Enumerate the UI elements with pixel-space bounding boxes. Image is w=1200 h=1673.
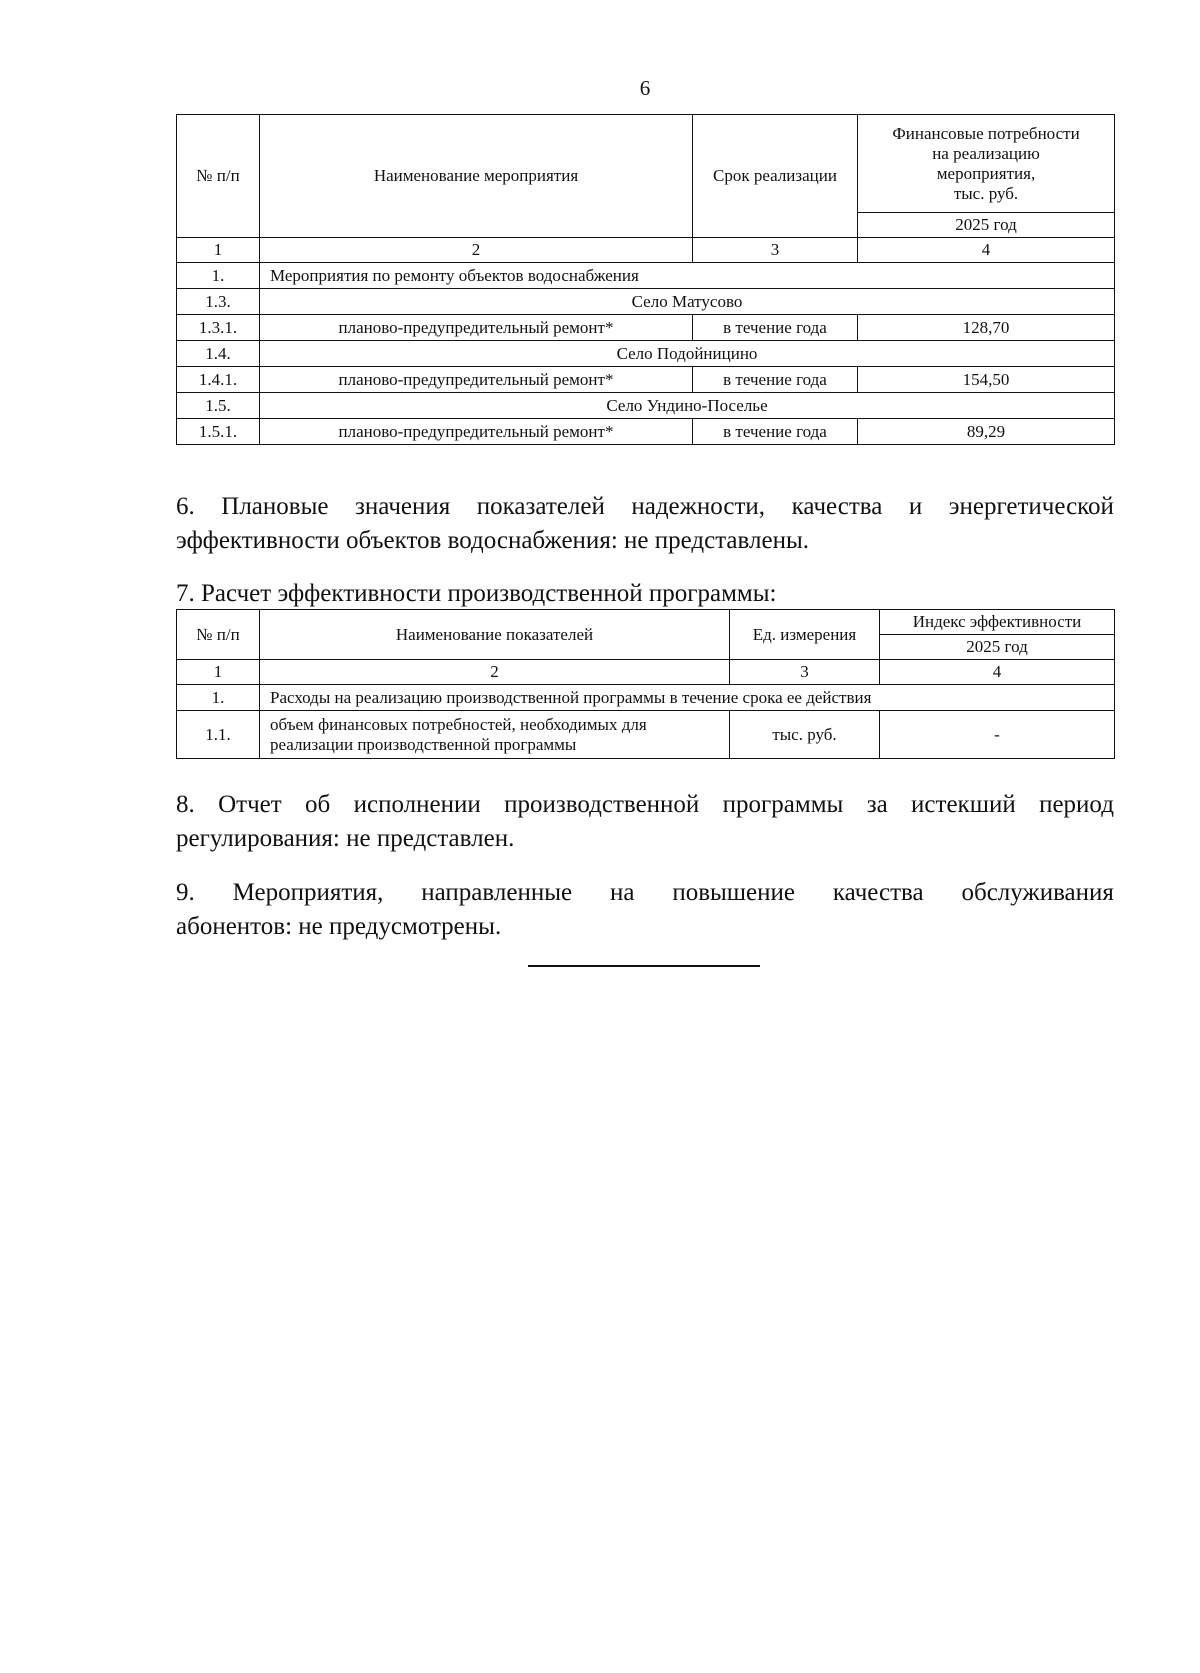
page-number: 6 xyxy=(639,76,651,100)
header-finance xyxy=(858,115,1115,213)
word: производственной xyxy=(504,791,700,818)
table-row xyxy=(177,289,1115,315)
paragraph-6 xyxy=(176,490,1114,558)
table1-header-row xyxy=(177,115,1115,213)
table-row xyxy=(177,685,1115,711)
village-title: Село Подойницино xyxy=(260,341,1115,367)
row-name: планово-предупредительный ремонт* xyxy=(260,315,693,341)
word: 9. xyxy=(176,879,195,906)
word: 8. xyxy=(176,791,195,818)
table1-index-row xyxy=(177,238,1115,263)
word: об xyxy=(305,791,331,818)
paragraph-6-line-2: эффективности объектов водоснабжения: не представлены. xyxy=(176,527,809,554)
word: и xyxy=(908,493,923,520)
header-num: № п/п xyxy=(177,610,260,660)
paragraph-7: 7. Расчет эффективности производственной программы: xyxy=(176,580,777,607)
word: период xyxy=(1039,791,1114,818)
paragraph-8-line-2: регулирования: не представлен. xyxy=(176,825,515,852)
row-amount: 154,50 xyxy=(858,367,1115,393)
word: качества xyxy=(832,879,924,906)
word: значения xyxy=(354,493,451,520)
header-term: Срок реализации xyxy=(693,115,858,238)
row-num: 1.4.1. xyxy=(177,367,260,393)
header-finance-line: Финансовые потребности xyxy=(892,123,1080,143)
word: Отчет xyxy=(218,791,282,818)
paragraph-8 xyxy=(176,788,1114,856)
table-row xyxy=(177,367,1115,393)
word: энергетической xyxy=(948,493,1114,520)
index-cell: 2 xyxy=(260,660,730,685)
row-unit: тыс. руб. xyxy=(730,711,880,759)
word: Плановые xyxy=(221,493,329,520)
header-index: Индекс эффективности xyxy=(880,610,1115,635)
index-cell: 3 xyxy=(730,660,880,685)
header-finance-line: тыс. руб. xyxy=(953,183,1019,203)
table-row xyxy=(177,341,1115,367)
row-name: планово-предупредительный ремонт* xyxy=(260,367,693,393)
paragraph-9 xyxy=(176,876,1114,944)
header-finance-line: на реализацию xyxy=(932,143,1040,163)
header-finance-line: мероприятия, xyxy=(936,163,1036,183)
paragraph-8-line-1 xyxy=(176,788,1114,822)
header-unit: Ед. измерения xyxy=(730,610,880,660)
table-row xyxy=(177,315,1115,341)
table-row xyxy=(177,393,1115,419)
index-cell: 1 xyxy=(177,660,260,685)
index-cell: 3 xyxy=(693,238,858,263)
table2-header-row xyxy=(177,610,1115,635)
word: на xyxy=(609,879,635,906)
index-cell: 1 xyxy=(177,238,260,263)
word: 6. xyxy=(176,493,195,520)
header-year: 2025 год xyxy=(880,635,1115,660)
row-amount: 89,29 xyxy=(858,419,1115,445)
word: качества xyxy=(791,493,883,520)
paragraph-9-line-2: абонентов: не предусмотрены. xyxy=(176,913,502,940)
section-title: Расходы на реализацию производственной программы в течение срока ее действия xyxy=(260,685,1115,711)
word: Мероприятия, xyxy=(232,879,384,906)
word: надежности, xyxy=(631,493,766,520)
section-title: Мероприятия по ремонту объектов водоснабжения xyxy=(260,263,1115,289)
row-num: 1. xyxy=(177,685,260,711)
row-name: объем финансовых потребностей, необходимых для реализации производственной программы xyxy=(260,711,730,759)
word: за xyxy=(866,791,888,818)
row-term: в течение года xyxy=(693,315,858,341)
word: обслуживания xyxy=(961,879,1114,906)
paragraph-6-line-1 xyxy=(176,490,1114,524)
end-divider xyxy=(528,965,760,967)
index-cell: 4 xyxy=(880,660,1115,685)
efficiency-table xyxy=(176,609,1115,759)
row-num: 1.4. xyxy=(177,341,260,367)
word: программы xyxy=(722,791,844,818)
word: направленные xyxy=(421,879,573,906)
paragraph-9-line-1 xyxy=(176,876,1114,910)
header-year: 2025 год xyxy=(858,213,1115,238)
word: истекший xyxy=(911,791,1016,818)
row-num: 1.1. xyxy=(177,711,260,759)
measures-table xyxy=(176,114,1115,445)
row-term: в течение года xyxy=(693,419,858,445)
index-cell: 2 xyxy=(260,238,693,263)
row-num: 1.3. xyxy=(177,289,260,315)
row-term: в течение года xyxy=(693,367,858,393)
village-title: Село Ундино-Поселье xyxy=(260,393,1115,419)
row-amount: 128,70 xyxy=(858,315,1115,341)
index-cell: 4 xyxy=(858,238,1115,263)
table-row xyxy=(177,711,1115,759)
table2-index-row xyxy=(177,660,1115,685)
village-title: Село Матусово xyxy=(260,289,1115,315)
row-num: 1. xyxy=(177,263,260,289)
word: показателей xyxy=(476,493,605,520)
header-name: Наименование показателей xyxy=(260,610,730,660)
row-num: 1.3.1. xyxy=(177,315,260,341)
table-row xyxy=(177,419,1115,445)
row-num: 1.5.1. xyxy=(177,419,260,445)
word: исполнении xyxy=(353,791,481,818)
row-value: - xyxy=(880,711,1115,759)
header-name: Наименование мероприятия xyxy=(260,115,693,238)
word: повышение xyxy=(672,879,795,906)
table-row xyxy=(177,263,1115,289)
row-num: 1.5. xyxy=(177,393,260,419)
row-name: планово-предупредительный ремонт* xyxy=(260,419,693,445)
header-num: № п/п xyxy=(177,115,260,238)
